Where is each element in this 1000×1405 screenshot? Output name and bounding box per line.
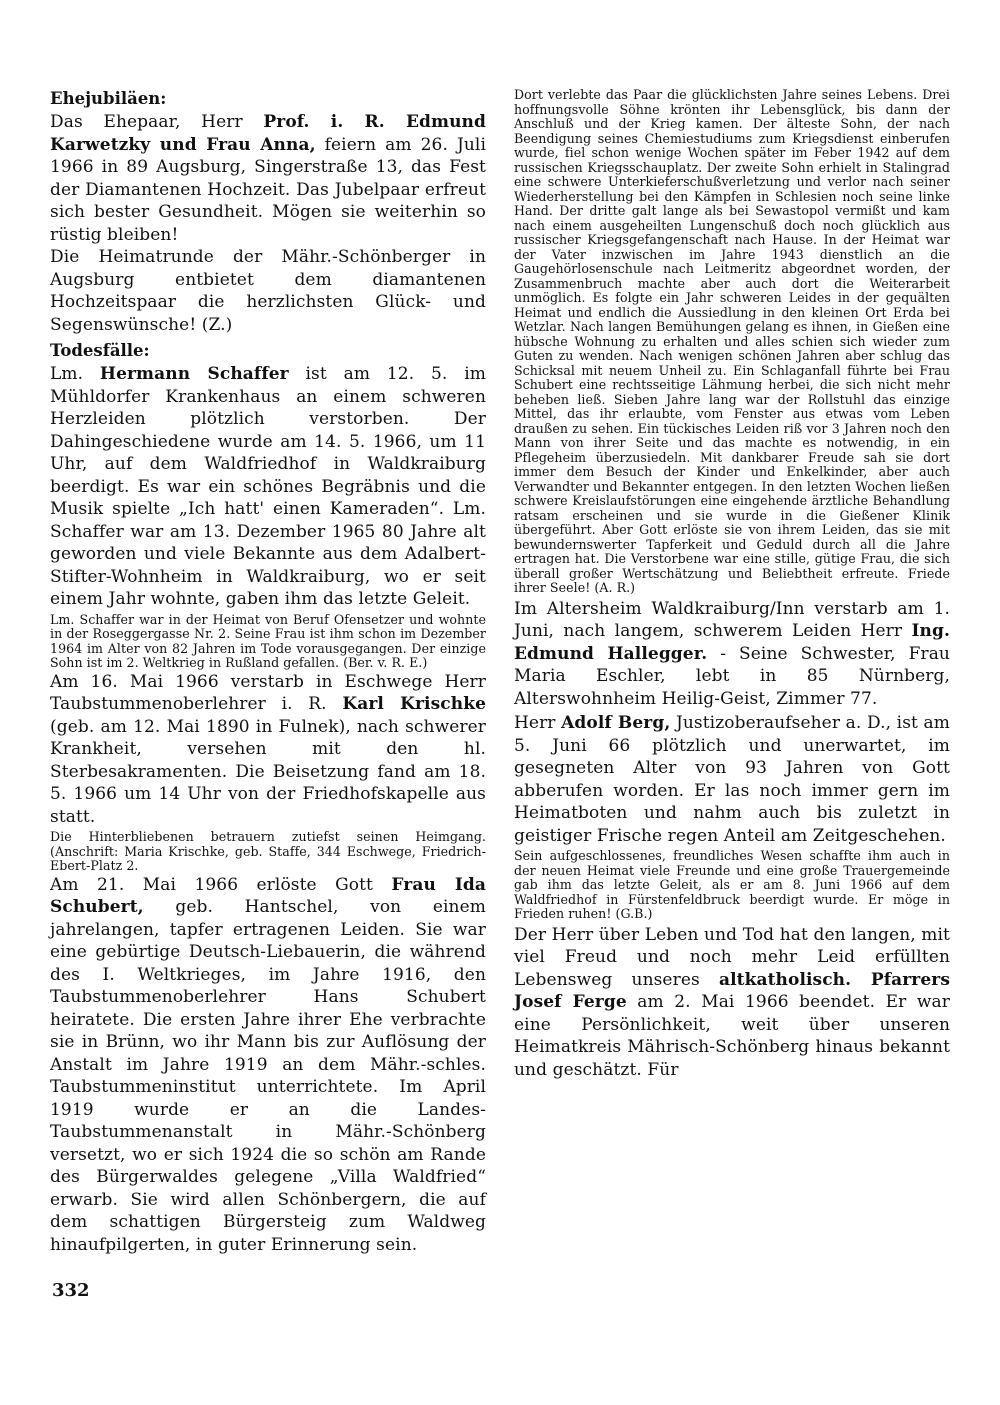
heading-ehejubilaeen: Ehejubiläen: <box>50 89 167 108</box>
article-heimatrunde: Die Heimatrunde der Mähr.-Schönberger in Augsburg entbietet dem diamantenen Hochzeitspaar die herzlichsten Glück- und Segenswünsche! (Z.) <box>50 247 486 335</box>
article-schaffer: Lm. Hermann Schaffer ist am 12. 5. im Mühldorfer Krankenhaus an einem schweren Herzleiden plötzlich verstorben. Der Dahingeschiedene wurde am 14. 5. 1966, um 11 Uhr, auf dem Waldfriedhof in Waldkraiburg beerdigt. Es war ein schönes Begräbnis und die Musik spielte „Ich hatt' einen Kameraden“. Lm. Schaffer war am 13. Dezember 1965 80 Jahre alt geworden und viele Bekannte aus dem Adalbert-Stifter-Wohnheim in Waldkraiburg, wo er seit einem Jahr wohnte, gaben ihm das letzte Geleit. <box>50 364 486 609</box>
note-schaffer: Lm. Schaffer war in der Heimat von Beruf Ofensetzer und wohnte in der Roseggergasse Nr. 2. Seine Frau ist ihm schon im Dezember 1964 im Alter von 82 Jahren im Tode vorausgegangen. Der einzige Sohn ist im 2. Weltkrieg in Rußland gefallen. (Ber. v. R. E.) <box>50 611 486 670</box>
article-hallegger: Im Altersheim Waldkraiburg/Inn verstarb am 1. Juni, nach langem, schwerem Leiden Herr Ing. Edmund Hallegger. - Seine Schwester, Frau Maria Eschler, lebt in 85 Nürnberg, Alterswohnheim Heilig-Geist, Zimmer 77. <box>514 598 950 709</box>
name-schaffer: Hermann Schaffer <box>99 364 289 384</box>
article-ferge: Der Herr über Leben und Tod hat den langen, mit viel Freud und noch mehr Leid erfüllten Lebensweg unseres altkatholisch. Pfarrers Josef Ferge am 2. Mai 1966 beendet. Er war eine Persönlichkeit, weit über unseren Heimatkreis Mährisch-Schönberg hinaus bekannt und geschätzt. Für <box>514 924 951 1080</box>
heading-todesfaelle: Todesfälle: <box>50 341 150 360</box>
note-berg: Sein aufgeschlossenes, freundliches Wesen schaffte ihm auch in der neuen Heimat viele Freunde und eine große Trauergemeinde gab ihm das letzte Geleit, als er am 8. Juni 1966 auf dem Waldfriedhof in Fürstenfeldbruck beerdigt wurde. Er möge in Frieden ruhen! (G.B.) <box>514 848 950 921</box>
name-ferge: altkatholisch. Pfarrers Josef Ferge <box>514 969 950 1012</box>
article-berg: Herr Adolf Berg, Justizoberaufseher a. D., ist am 5. Juni 66 plötzlich und unerwartet, im gesegneten Alter von 93 Jahren von Gott abberufen worden. Er las noch immer gern im Heimatboten und nahm auch bis zuletzt in geistiger Frische regen Anteil am Zeitgeschehen. <box>514 713 950 846</box>
right-column <box>514 88 950 1081</box>
article-karwetzky: Das Ehepaar, Herr Prof. i. R. Edmund Karwetzky und Frau Anna, feiern am 26. Juli 1966 in 89 Augsburg, Singerstraße 13, das Fest der Diamantenen Hochzeit. Das Jubelpaar erfreut sich bester Gesundheit. Mögen sie weiterhin so rüstig bleiben! <box>50 112 486 245</box>
article-schubert-continued: Dort verlebte das Paar die glücklichsten Jahre seines Lebens. Drei hoffnungsvolle Söhne krönten ihr Lebensglück, bis dann der Anschluß und der Krieg kamen. Der älteste Sohn, der nach Beendigung seines Chemiestudiums zum Kriegsdienst einberufen wurde, fiel schon wenige Wochen später im Feber 1942 auf dem russischen Kriegsschauplatz. Der zweite Sohn erhielt in Stalingrad eine schwere Unterkieferschußverletzung und verlor nach seiner Wiederherstellung bei den Kämpfen in Schlesien noch seine linke Hand. Der dritte galt lange als bei Sewastopol vermißt und kam nach einem ausgeheilten Lungenschuß doch noch glücklich aus russischer Kriegsgefangenschaft nach Hause. In der Heimat war der Vater inzwischen im Jahre 1943 dienstlich an die Gaugehörlosenschule nach Leitmeritz abgeordnet worden, der Zusammenbruch machte aber auch dort die Weiterarbeit unmöglich. Es folgte ein Jahr schweren Leides in der gequälten Heimat und endlich die Aussiedlung in den kleinen Ort Erda bei Wetzlar. Nach langen Bemühungen gelang es ihnen, in Gießen eine hübsche Wohnung zu erhalten und alles schien sich wieder zum Guten zu wenden. Nach wenigen schönen Jahren aber schlug das Schicksal mit neuem Unheil zu. Ein Schlaganfall führte bei Frau Schubert eine rechtsseitige Lähmung herbei, die sich nicht mehr beheben ließ. Sieben Jahre lang war der Rollstuhl das einzige Mittel, das ihr erlaubte, vom Fenster aus etwas vom Leben draußen zu sehen. Ein tückisches Leiden riß vor 3 Jahren noch den Mann von ihrer Seite und das machte es notwendig, in ein Pflegeheim überzusiedeln. Mit dankbarer Freude sah sie dort immer dem Besuch der Kinder und Enkelkinder, aber auch Verwandter und Bekannter entgegen. In den letzten Wochen ließen schwere Kreislaufstörungen eine eingehende ärztliche Behandlung ratsam erscheinen und sie wurde in die Gießener Klinik übergeführt. Aber Gott erlöste sie von ihrem Leiden, das sie mit bewundernswerter Tapferkeit und Geduld durch all die Jahre ertragen hat. Die Verstorbene war eine stille, gütige Frau, die sich überall großer Wertschätzung und Beliebtheit erfreute. Friede ihrer Seele! (A. R.) <box>514 87 950 595</box>
name-hallegger: Ing. Edmund Hallegger. <box>514 621 950 664</box>
page-number: 332 <box>52 1280 90 1301</box>
name-schubert: Frau Ida Schubert, <box>50 874 486 917</box>
name-karwetzky: Prof. i. R. Edmund Karwetzky und Frau Anna, <box>50 112 486 155</box>
note-krischke: Die Hinterbliebenen betrauern zutiefst seinen Heimgang. (Anschrift: Maria Krischke, geb. Staffe, 344 Eschwege, Friedrich-Ebert-Platz 2. <box>50 829 486 873</box>
article-schubert: Am 21. Mai 1966 erlöste Gott Frau Ida Schubert, geb. Hantschel, von einem jahrelangen, tapfer ertragenen Leiden. Sie war eine gebürtige Deutsch-Liebauerin, die während des I. Weltkrieges, im Jahre 1916, den Taubstummenoberlehrer Hans Schubert heiratete. Die ersten Jahre ihrer Ehe verbrachte sie in Brünn, wo ihr Mann bis zur Auflösung der Anstalt im Jahre 1919 an dem Mähr.-schles. Taubstummeninstitut unterrichtete. Im April 1919 wurde er an die Landes-Taubstummenanstalt in Mähr.-Schönberg versetzt, wo er sich 1924 die so schön am Rande des Bürgerwaldes gelegene „Villa Waldfried“ erwarb. Sie wird allen Schönbergern, die auf dem schattigen Bürgersteig zum Waldweg hinaufpilgerten, in guter Erinnerung sein. <box>50 874 486 1255</box>
article-krischke: Am 16. Mai 1966 verstarb in Eschwege Herr Taubstummenoberlehrer i. R. Karl Krischke (geb. am 12. Mai 1890 in Fulnek), nach schwerer Krankheit, versehen mit den hl. Sterbesakramenten. Die Beisetzung fand am 18. 5. 1966 um 14 Uhr von der Friedhofskapelle aus statt. <box>50 671 486 827</box>
left-column <box>50 88 486 1256</box>
name-berg: Adolf Berg, <box>561 713 671 733</box>
name-krischke: Karl Krischke <box>342 694 486 714</box>
